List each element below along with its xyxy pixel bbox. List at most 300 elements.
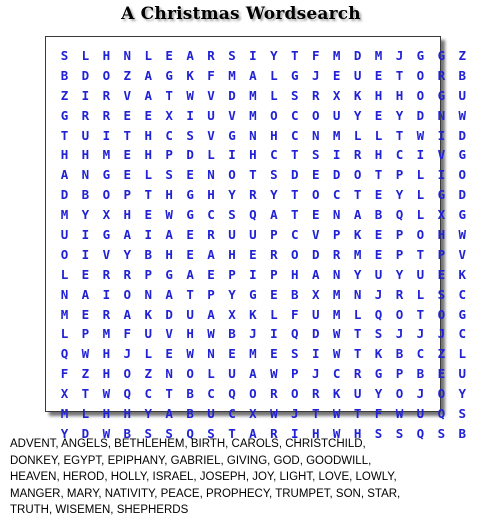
grid-letter: T (353, 326, 362, 342)
grid-letter: L (144, 346, 152, 362)
grid-letter: E (228, 346, 236, 362)
grid-letter: L (458, 346, 467, 362)
grid-letter: T (123, 127, 132, 143)
grid-letter: H (81, 147, 90, 163)
grid-letter: S (186, 127, 194, 143)
grid-letter: U (60, 227, 69, 243)
grid-letter: T (311, 406, 320, 422)
grid-letter: C (144, 386, 152, 402)
grid-row (54, 165, 473, 185)
grid-letter: D (291, 167, 299, 183)
grid-letter: Y (353, 107, 362, 123)
grid-letter: O (123, 366, 132, 382)
word-list-line: DONKEY, EGYPT, EPIPHANY, GABRIEL, GIVING, GOD, GOODWILL, (10, 454, 372, 467)
grid-letter: H (395, 87, 404, 103)
grid-letter: G (249, 286, 257, 302)
grid-letter: G (186, 187, 194, 203)
grid-letter: A (207, 306, 215, 322)
grid-letter: Z (81, 366, 90, 382)
grid-letter: W (102, 386, 111, 402)
grid-letter: D (458, 187, 467, 203)
grid-letter: W (332, 326, 341, 342)
grid-letter: L (416, 286, 425, 302)
grid-letter: Q (437, 406, 446, 422)
grid-letter: M (228, 67, 236, 83)
grid-letter: G (102, 167, 111, 183)
grid-row (54, 305, 473, 325)
grid-letter: C (207, 207, 215, 223)
grid-letter: H (374, 87, 383, 103)
grid-letter: I (81, 246, 90, 262)
grid-letter: H (249, 147, 257, 163)
word-list-line: MANGER, MARY, NATIVITY, PEACE, PROPHECY, TRUMPET, SON, STAR, (10, 487, 401, 500)
grid-letter: L (60, 326, 69, 342)
grid-letter: E (270, 346, 278, 362)
grid-letter: H (186, 326, 194, 342)
grid-letter: D (332, 167, 341, 183)
grid-letter: B (458, 67, 467, 83)
grid-letter: B (186, 406, 194, 422)
grid-letter: H (165, 246, 173, 262)
grid-letter: V (311, 227, 320, 243)
grid-letter: S (228, 207, 236, 223)
grid-letter: A (144, 87, 152, 103)
grid-letter: T (353, 406, 362, 422)
grid-letter: C (458, 286, 467, 302)
grid-letter: G (165, 266, 173, 282)
grid-letter: Z (123, 67, 132, 83)
grid-letter: P (123, 187, 132, 203)
grid-letter: S (374, 425, 383, 441)
grid-letter: X (249, 406, 257, 422)
grid-letter: U (311, 306, 320, 322)
grid-letter: U (458, 87, 467, 103)
grid-letter: P (291, 366, 299, 382)
grid-letter: L (416, 167, 425, 183)
grid-letter: Q (186, 425, 194, 441)
grid-letter: R (102, 306, 111, 322)
grid-letter: I (249, 48, 257, 63)
grid-letter: F (311, 48, 320, 63)
grid-letter: O (437, 386, 446, 402)
grid-letter: U (353, 67, 362, 83)
grid-letter: O (416, 227, 425, 243)
grid-letter: J (395, 326, 404, 342)
grid-letter: I (186, 107, 194, 123)
grid-letter: E (249, 246, 257, 262)
word-list (10, 436, 472, 519)
grid-letter: A (249, 366, 257, 382)
grid-letter: V (207, 87, 215, 103)
grid-letter: D (81, 425, 90, 441)
grid-letter: W (332, 425, 341, 441)
grid-letter: R (270, 386, 278, 402)
grid-letter: U (416, 266, 425, 282)
wordsearch-grid (45, 36, 467, 441)
grid-letter: T (165, 87, 173, 103)
grid-letter: A (81, 286, 90, 302)
grid-letter: E (144, 107, 152, 123)
grid-letter: P (270, 266, 278, 282)
grid-letter: C (332, 366, 341, 382)
grid-letter: D (81, 67, 90, 83)
grid-letter: U (249, 227, 257, 243)
grid-letter: I (437, 167, 446, 183)
grid-letter: R (270, 425, 278, 441)
grid-letter: Y (60, 425, 69, 441)
grid-letter: V (437, 147, 446, 163)
grid-letter: E (374, 107, 383, 123)
grid-letter: M (374, 48, 383, 63)
grid-letter: C (228, 406, 236, 422)
grid-letter: I (81, 227, 90, 243)
grid-letter: G (228, 127, 236, 143)
grid-letter: Y (228, 286, 236, 302)
grid-letter: O (228, 167, 236, 183)
grid-letter: M (60, 207, 69, 223)
grid-row (54, 344, 473, 364)
grid-letter: T (60, 127, 69, 143)
grid-letter: Y (270, 187, 278, 203)
grid-letter: R (437, 67, 446, 83)
grid-letter: G (416, 48, 425, 63)
grid-letter: G (437, 48, 446, 63)
grid-letter: P (395, 366, 404, 382)
grid-letter: S (291, 87, 299, 103)
grid-row (54, 265, 473, 285)
grid-letter: P (395, 246, 404, 262)
grid-letter: Y (353, 266, 362, 282)
grid-letter: K (458, 266, 467, 282)
grid-letter: P (228, 266, 236, 282)
grid-letter: N (207, 167, 215, 183)
grid-letter: W (416, 127, 425, 143)
grid-letter: Q (249, 207, 257, 223)
grid-letter: T (165, 386, 173, 402)
grid-row (54, 324, 473, 344)
grid-letter: A (123, 227, 132, 243)
grid-letter: K (353, 227, 362, 243)
grid-letter: R (332, 246, 341, 262)
grid-letter: O (102, 187, 111, 203)
grid-letter: H (291, 266, 299, 282)
grid-letter: O (311, 187, 320, 203)
grid-letter: D (416, 107, 425, 123)
grid-letter: B (81, 187, 90, 203)
grid-letter: N (207, 346, 215, 362)
grid-letter: H (123, 207, 132, 223)
grid-letter: H (102, 366, 111, 382)
grid-letter: A (165, 406, 173, 422)
grid-letter: I (102, 127, 111, 143)
grid-letter: C (165, 127, 173, 143)
grid-letter: E (144, 207, 152, 223)
grid-letter: O (416, 87, 425, 103)
grid-letter: O (270, 107, 278, 123)
grid-letter: U (353, 386, 362, 402)
grid-letter: A (249, 425, 257, 441)
grid-letter: C (416, 346, 425, 362)
grid-letter: M (249, 107, 257, 123)
grid-letter: C (458, 326, 467, 342)
grid-letter: T (291, 207, 299, 223)
grid-letter: H (102, 346, 111, 362)
grid-letter: S (395, 425, 404, 441)
grid-letter: H (144, 127, 152, 143)
grid-letter: C (291, 127, 299, 143)
grid-letter: Q (416, 425, 425, 441)
grid-letter: E (437, 266, 446, 282)
grid-letter: B (144, 246, 152, 262)
grid-letter: V (228, 107, 236, 123)
grid-letter: S (437, 286, 446, 302)
grid-letter: N (60, 286, 69, 302)
grid-letter: B (374, 207, 383, 223)
grid-letter: A (353, 207, 362, 223)
grid-letter: B (458, 425, 467, 441)
grid-letter: S (165, 167, 173, 183)
grid-letter: J (437, 326, 446, 342)
grid-letter: H (311, 425, 320, 441)
grid-letter: E (374, 67, 383, 83)
grid-letter: T (228, 425, 236, 441)
grid-letter: H (353, 425, 362, 441)
grid-letter: R (102, 107, 111, 123)
grid-letter: T (291, 147, 299, 163)
grid-letter: E (186, 227, 194, 243)
grid-letter: O (437, 306, 446, 322)
grid-letter: V (123, 87, 132, 103)
grid-letter: K (186, 67, 194, 83)
grid-letter: M (249, 346, 257, 362)
grid-letter: J (291, 406, 299, 422)
grid-letter: I (311, 346, 320, 362)
grid-letter: H (207, 187, 215, 203)
grid-letter: P (437, 246, 446, 262)
grid-letter: K (332, 386, 341, 402)
grid-letter: A (144, 67, 152, 83)
grid-letter: T (416, 306, 425, 322)
grid-letter: I (228, 147, 236, 163)
grid-letter: D (165, 306, 173, 322)
grid-letter: X (60, 386, 69, 402)
grid-row (54, 145, 473, 165)
grid-letter: F (60, 366, 69, 382)
grid-letter: E (186, 246, 194, 262)
grid-letter: Y (395, 187, 404, 203)
grid-letter: C (291, 107, 299, 123)
grid-letter: V (165, 326, 173, 342)
grid-letter: N (144, 286, 152, 302)
grid-letter: G (102, 227, 111, 243)
grid-letter: P (81, 326, 90, 342)
grid-letter: G (458, 306, 467, 322)
grid-letter: N (353, 286, 362, 302)
grid-letter: O (291, 246, 299, 262)
grid-row (54, 126, 473, 146)
grid-letter: A (186, 266, 194, 282)
word-list-line: ADVENT, ANGELS, BETHLEHEM, BIRTH, CAROLS, CHRISTCHILD, (10, 438, 366, 450)
grid-letter: R (123, 266, 132, 282)
grid-letter: O (291, 386, 299, 402)
grid-letter: Y (144, 406, 152, 422)
grid-letter: H (60, 147, 69, 163)
grid-letter: I (249, 266, 257, 282)
grid-letter: E (311, 167, 320, 183)
grid-letter: E (207, 266, 215, 282)
grid-letter: O (416, 67, 425, 83)
grid-letter: Y (395, 266, 404, 282)
grid-letter: W (81, 346, 90, 362)
grid-letter: J (395, 48, 404, 63)
grid-letter: W (332, 406, 341, 422)
grid-letter: P (144, 266, 152, 282)
grid-letter: W (270, 366, 278, 382)
grid-letter: C (207, 386, 215, 402)
grid-letter: C (332, 187, 341, 203)
grid-letter: R (353, 147, 362, 163)
grid-letter: T (81, 386, 90, 402)
grid-letter: U (207, 107, 215, 123)
grid-letter: V (458, 246, 467, 262)
grid-letter: B (416, 366, 425, 382)
grid-letter: S (207, 425, 215, 441)
grid-letter: L (144, 48, 152, 63)
grid-letter: W (165, 207, 173, 223)
grid-letter: E (186, 167, 194, 183)
grid-letter: L (353, 127, 362, 143)
grid-letter: O (395, 306, 404, 322)
grid-letter: H (165, 187, 173, 203)
grid-letter: N (123, 48, 132, 63)
grid-letter: V (207, 127, 215, 143)
grid-row (54, 225, 473, 245)
grid-letter: T (395, 127, 404, 143)
grid-letter: L (416, 187, 425, 203)
grid-letter: O (60, 246, 69, 262)
grid-letter: M (102, 326, 111, 342)
grid-letter: E (332, 67, 341, 83)
grid-row (54, 185, 473, 205)
grid-letter: S (228, 48, 236, 63)
grid-letter: Q (374, 306, 383, 322)
grid-letter: R (249, 187, 257, 203)
grid-letter: G (437, 87, 446, 103)
grid-letter: P (165, 147, 173, 163)
grid-letter: I (144, 227, 152, 243)
grid-letter: U (416, 406, 425, 422)
grid-letter: R (102, 87, 111, 103)
grid-letter: O (123, 286, 132, 302)
grid-letter: Y (374, 386, 383, 402)
grid-letter: J (311, 67, 320, 83)
grid-letter: H (144, 147, 152, 163)
grid-letter: W (332, 346, 341, 362)
grid-letter: H (102, 406, 111, 422)
grid-letter: B (291, 286, 299, 302)
grid-letter: E (81, 266, 90, 282)
grid-letter: Z (458, 48, 467, 63)
word-list-line: TRUTH, WISEMEN, SHEPHERDS (10, 504, 189, 516)
grid-letter: S (458, 406, 467, 422)
grid-letter: A (165, 286, 173, 302)
grid-letter: O (249, 386, 257, 402)
grid-letter: Y (228, 187, 236, 203)
grid-letter: N (311, 127, 320, 143)
grid-letter: D (186, 147, 194, 163)
grid-letter: N (332, 266, 341, 282)
grid-letter: J (374, 286, 383, 302)
grid-letter: I (291, 425, 299, 441)
grid-letter: E (437, 366, 446, 382)
grid-letter: R (311, 386, 320, 402)
grid-letter: S (60, 48, 69, 63)
grid-letter: E (374, 246, 383, 262)
grid-letter: G (437, 187, 446, 203)
grid-letter: U (458, 366, 467, 382)
grid-letter: N (332, 207, 341, 223)
grid-letter: M (332, 306, 341, 322)
grid-letter: N (81, 167, 90, 183)
grid-letter: M (249, 87, 257, 103)
grid-letter: K (374, 346, 383, 362)
grid-letter: M (332, 286, 341, 302)
grid-letter: T (249, 167, 257, 183)
grid-letter: T (416, 246, 425, 262)
grid-letter: D (60, 187, 69, 203)
grid-letter: O (353, 167, 362, 183)
grid-letter: B (228, 326, 236, 342)
grid-row (54, 86, 473, 106)
grid-letter: Y (123, 246, 132, 262)
grid-letter: P (270, 227, 278, 243)
grid-letter: P (395, 167, 404, 183)
grid-letter: Z (437, 346, 446, 362)
grid-letter: H (437, 227, 446, 243)
grid-row (54, 285, 473, 305)
grid-letter: I (416, 147, 425, 163)
grid-letter: T (353, 187, 362, 203)
grid-letter: U (332, 107, 341, 123)
grid-letter: R (353, 366, 362, 382)
grid-letter: S (144, 425, 152, 441)
grid-letter: T (395, 67, 404, 83)
grid-letter: U (374, 266, 383, 282)
grid-letter: G (458, 147, 467, 163)
grid-letter: Y (270, 48, 278, 63)
grid-letter: A (207, 246, 215, 262)
grid-letter: M (102, 147, 111, 163)
grid-row (54, 46, 473, 66)
grid-letter: I (437, 127, 446, 143)
grid-letter: N (165, 366, 173, 382)
grid-letter: S (311, 147, 320, 163)
grid-letter: X (102, 207, 111, 223)
grid-letter: F (374, 406, 383, 422)
grid-letter: B (123, 425, 132, 441)
grid-letter: G (374, 366, 383, 382)
grid-letter: X (311, 286, 320, 302)
grid-letter: W (458, 227, 467, 243)
grid-letter: H (123, 406, 132, 422)
grid-letter: A (165, 227, 173, 243)
grid-letter: T (144, 187, 152, 203)
grid-letter: U (228, 366, 236, 382)
grid-letter: H (102, 48, 111, 63)
grid-letter: L (353, 306, 362, 322)
grid-letter: Z (144, 366, 152, 382)
grid-letter: L (207, 147, 215, 163)
